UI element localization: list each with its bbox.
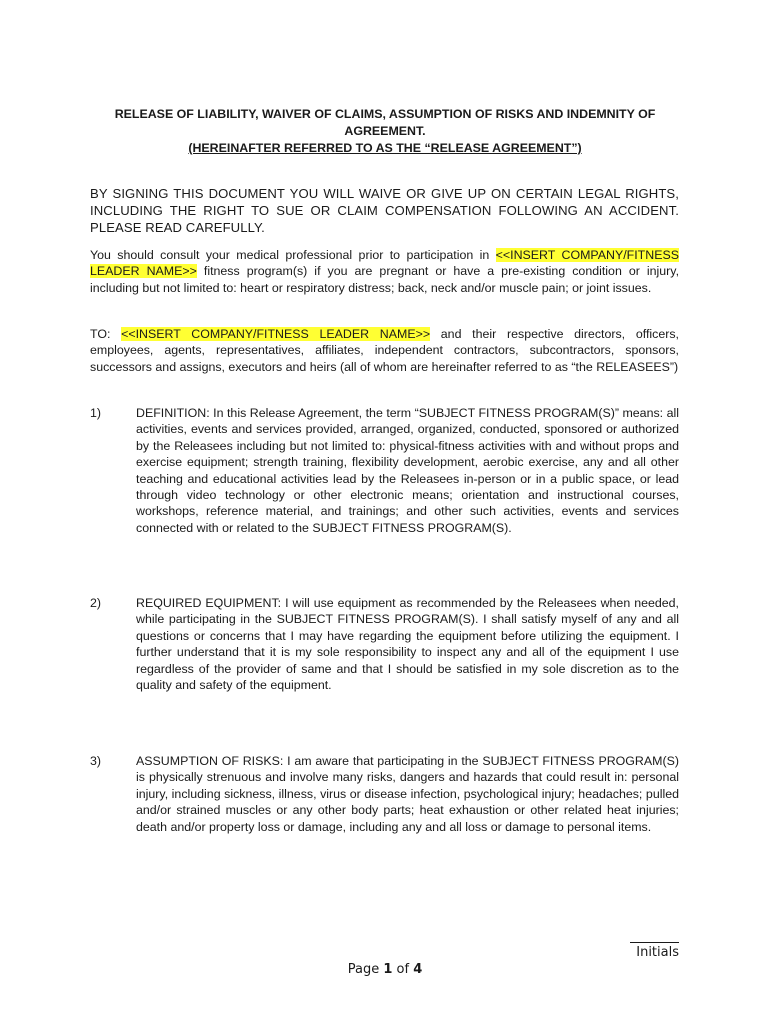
to-paragraph: [90, 326, 679, 375]
document-title: RELEASE OF LIABILITY, WAIVER OF CLAIMS, ASSUMPTION OF RISKS AND INDEMNITY OF AGREEMENT.: [114, 107, 656, 138]
consult-text-before: You should consult your medical professional prior to participation in: [90, 248, 496, 262]
consult-text-after: fitness program(s) if you are pregnant or have a pre-existing condition or injury, including but not limited to: heart or respiratory distress; back, neck and/or muscle pain; or joint issues.: [90, 264, 680, 295]
clause-number: 3): [90, 754, 102, 768]
document-subtitle: (HEREINAFTER REFERRED TO AS THE “RELEASE AGREEMENT”): [188, 141, 582, 155]
of-word: of: [396, 962, 410, 977]
company-name-placeholder: <<INSERT COMPANY/FITNESS LEADER NAME>>: [90, 248, 679, 279]
document-title-block: [90, 106, 680, 157]
clause-text: DEFINITION: In this Release Agreement, the term “SUBJECT FITNESS PROGRAM(S)” means: all activities, events and services provided, arranged, organized, conducted, sponsored or authorized by the Releasees including but not limited to: physical-fitness activities with and without props and exercise equipment; strength training, flexibility development, aerobic exercise, any and all other teaching and educational activities lead by the Releasees in-person or in a public space, or lead through video technology or other electronic means; orientation and instructional courses, workshops, reference material, and trainings; and other such activities, events and services connected with or related to the SUBJECT FITNESS PROGRAM(S).: [136, 406, 679, 535]
total-pages-number: 4: [413, 962, 423, 977]
page-word: Page: [347, 962, 380, 977]
current-page-number: 1: [383, 962, 393, 977]
clause-required-equipment: [90, 595, 679, 693]
legal-warning: BY SIGNING THIS DOCUMENT YOU WILL WAIVE OR GIVE UP ON CERTAIN LEGAL RIGHTS, INCLUDING THE RIGHT TO SUE OR CLAIM COMPENSATION FOLLOWING AN ACCIDENT. PLEASE READ CAREFULLY.: [90, 186, 679, 235]
clause-text: REQUIRED EQUIPMENT: I will use equipment as recommended by the Releasees when needed, while participating in the SUBJECT FITNESS PROGRAM(S). I shall satisfy myself of any and all questions or concerns that I may have regarding the equipment before utilizing the equipment. I further understand that it is my sole responsibility to inspect any and all of the equipment I use regardless of the provider of same and that I should be satisfied in my sole discretion as to the quality and safety of the equipment.: [136, 596, 679, 693]
to-label: TO:: [90, 327, 122, 341]
clause-definition: [90, 405, 679, 536]
initials-line: Initials: [630, 942, 679, 962]
page-footer: [0, 961, 770, 979]
clause-assumption-of-risks: [90, 753, 679, 835]
company-name-placeholder: <<INSERT COMPANY/FITNESS LEADER NAME>>: [121, 327, 431, 341]
clause-number: 2): [90, 596, 102, 610]
to-text-after: and their respective directors, officers, employees, agents, representatives, affiliates, independent contractors, subcontractors, sponsors, successors and assigns, executors and heirs (all of whom are hereinafter referred to as “the RELEASEES”): [90, 327, 679, 374]
clause-number: 1): [90, 406, 102, 420]
consult-paragraph: [90, 247, 679, 296]
clause-text: ASSUMPTION OF RISKS: I am aware that participating in the SUBJECT FITNESS PROGRAM(S) is physically strenuous and involve many risks, dangers and hazards that could result in: personal injury, including sickness, illness, virus or disease infection, psychological injury; headaches; pulled and/or strained muscles or any other body parts; heat exhaustion or other related heat injuries; death and/or property loss or damage, including any and all loss or damage to personal items.: [136, 754, 679, 834]
